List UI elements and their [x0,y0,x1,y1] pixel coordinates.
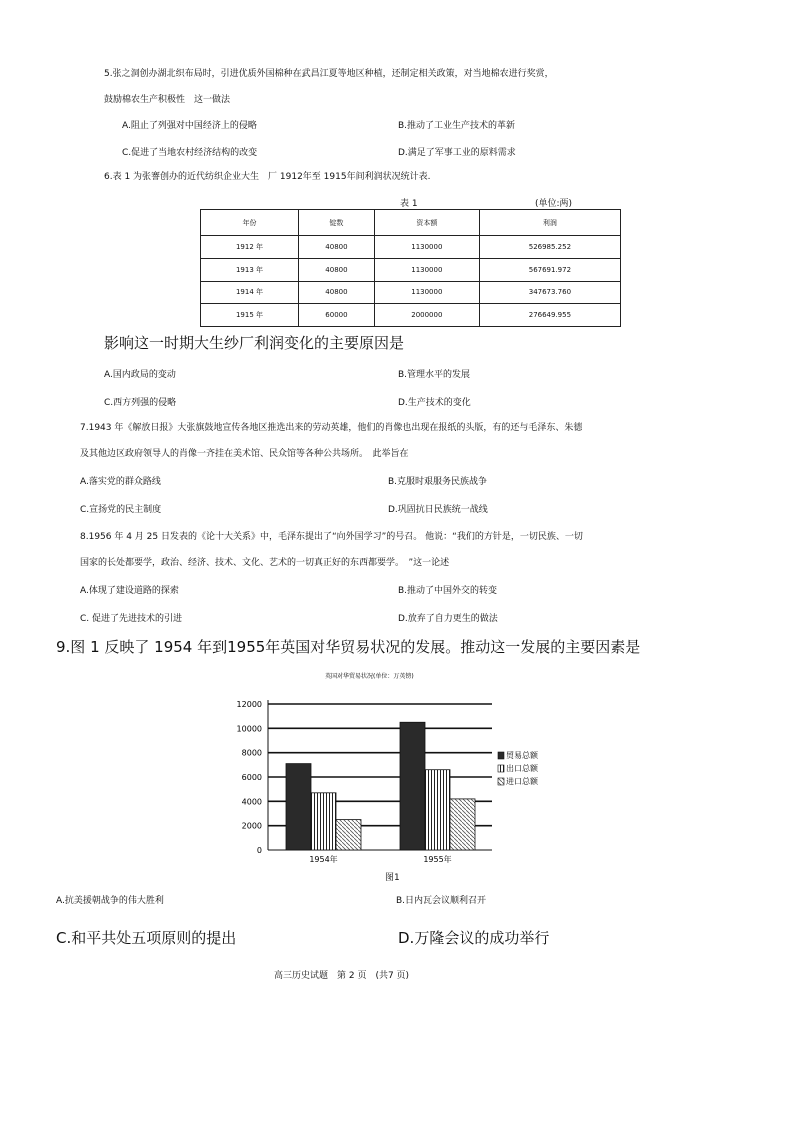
q7-option-b: B.克服时艰服务民族战争 [388,477,488,487]
table-row [201,236,621,259]
bar [311,793,336,850]
q6-option-a: A.国内政局的变动 [104,370,176,380]
legend-swatch [498,778,504,785]
q6-option-c: C.西方列强的侵略 [104,398,177,408]
table-row [201,304,621,327]
table-cell: 347673.760 [479,281,620,304]
table-header-year: 年份 [201,210,299,236]
q5-stem-line1: 5.张之洞创办湖北织布局时，引进优质外国棉种在武昌江夏等地区种植，还制定相关政策，对当地棉农进行奖赏， [104,69,554,79]
table-cell: 1915 年 [201,304,299,327]
q5-option-c: C.促进了当地农村经济结构的改变 [122,148,258,158]
table-title: 表 1 [400,199,418,209]
q9-option-b: B.日内瓦会议顺利召开 [396,896,487,906]
table-cell: 2000000 [374,304,479,327]
table-cell: 1912 年 [201,236,299,259]
q5-option-b: B.推动了工业生产技术的革新 [398,121,516,131]
q6-option-d: D.生产技术的变化 [398,398,471,408]
q9-stem: 9.图 1 反映了 1954 年到1955年英国对华贸易状况的发展。推动这一发展的主要因素是 [56,638,641,656]
x-tick-label: 1955年 [423,855,452,864]
y-tick-label: 2000 [241,821,262,831]
bar [336,820,361,850]
table-cell: 1130000 [374,258,479,281]
y-tick-label: 0 [256,846,262,855]
q6-stem: 6.表 1 为张謇创办的近代纺织企业大生 厂 1912年至 1915年间利润状况统计表. [104,172,431,182]
legend-label: 贸易总额 [506,751,538,760]
x-tick-label: 1954年 [309,855,338,864]
table-cell: 1913 年 [201,258,299,281]
table-cell: 526985.252 [479,236,620,259]
q9-option-c: C.和平共处五项原则的提出 [56,929,237,947]
bar [400,722,425,850]
q8-option-a: A.体现了建设道路的探索 [80,586,179,596]
table-cell: 567691.972 [479,258,620,281]
q7-stem-line2: 及其他边区政府领导人的肖像一齐挂在美术馆、民众馆等各种公共场所。 此举旨在 [80,449,409,459]
table-header-capital: 资本额 [374,210,479,236]
legend-swatch [498,765,504,772]
table-cell: 1914 年 [201,281,299,304]
y-tick-label: 12000 [236,700,262,709]
q5-stem-line2: 鼓励棉农生产积极性 这一做法 [104,95,231,105]
y-tick-label: 10000 [236,724,262,734]
table-cell: 40800 [299,236,375,259]
q6-option-b: B.管理水平的发展 [398,370,471,380]
q9-option-a: A.抗美援朝战争的伟大胜利 [56,896,164,906]
q6-question: 影响这一时期大生纱厂利润变化的主要原因是 [104,334,405,352]
q8-stem-line1: 8.1956 年 4 月 25 日发表的《论十大关系》中，毛泽东提出了“向外国学习”的号召。 他说：“我们的方针是，一切民族、一切 [80,532,583,542]
legend-label: 进口总额 [506,777,538,786]
page-footer: 高三历史试题 第 2 页 (共7 页) [274,971,410,981]
table-cell: 40800 [299,281,375,304]
y-tick-label: 6000 [241,773,262,782]
legend-swatch [498,752,504,759]
q8-option-d: D.放弃了自力更生的做法 [398,614,498,624]
trade-bar-chart [230,670,560,870]
q5-option-a: A.阻止了列强对中国经济上的侵略 [122,121,257,131]
table-row [201,258,621,281]
bar [450,799,475,850]
table-unit: (单位:两) [535,199,573,209]
table-header-profit: 利润 [479,210,620,236]
bar [286,764,311,850]
table-cell: 1130000 [374,281,479,304]
table-row [201,281,621,304]
q7-option-c: C.宣扬党的民主制度 [80,505,162,515]
y-tick-label: 4000 [241,797,262,807]
table-cell: 1130000 [374,236,479,259]
chart-title: 英国对华贸易状况(单位：万英镑) [325,673,414,680]
q8-option-b: B.推动了中国外交的转变 [398,586,498,596]
legend-label: 出口总额 [506,764,538,773]
q5-option-d: D.满足了军事工业的原料需求 [398,148,516,158]
table-header-spindles: 锭数 [299,210,375,236]
q9-option-d: D.万隆会议的成功举行 [398,929,550,947]
table-cell: 40800 [299,258,375,281]
q8-stem-line2: 国家的长处都要学，政治、经济、技术、文化、艺术的一切真正好的东西都要学。 ”这一论述 [80,558,450,568]
figure-caption: 图1 [385,873,400,883]
table-cell: 276649.955 [479,304,620,327]
profit-table [200,209,621,327]
table-cell: 60000 [299,304,375,327]
y-tick-label: 8000 [241,748,262,758]
q7-option-a: A.落实党的群众路线 [80,477,161,487]
bar [425,770,450,850]
q7-stem-line1: 7.1943 年《解放日报》大张旗鼓地宣传各地区推选出来的劳动英雄，他们的肖像也出现在报纸的头版，有的还与毛泽东、朱德 [80,423,583,433]
q8-option-c: C. 促进了先进技术的引进 [80,614,183,624]
q7-option-d: D.巩固抗日民族统一战线 [388,505,488,515]
